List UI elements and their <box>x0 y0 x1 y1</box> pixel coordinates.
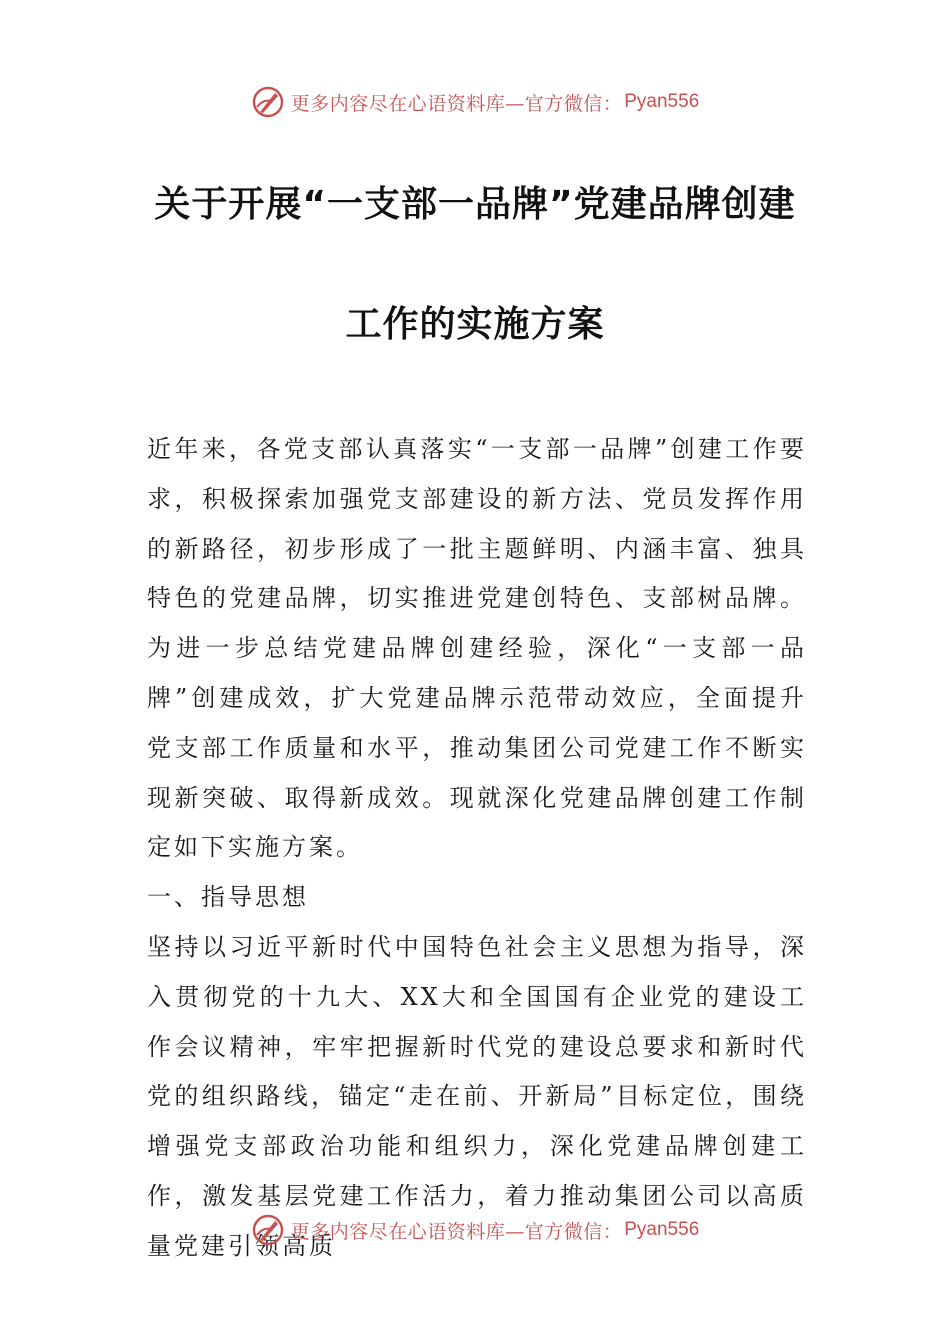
watermark-contact: Pyan556 <box>624 1219 700 1240</box>
document-title-line-1: 关于开展“一支部一品牌”党建品牌创建 <box>154 184 796 225</box>
watermark-contact: Pyan556 <box>624 91 700 112</box>
section-paragraph-guiding-ideology: 坚持以习近平新时代中国特色社会主义思想为指导，深入贯彻党的十九大、XX大和全国国有企业党的建设工作会议精神，牢牢把握新时代党的建设总要求和新时代党的组织路线，锚定“走在前、开新局”目标定位，围绕增强党支部政治功能和组织力，深化党建品牌创建工作，激发基层党建工作活力，着力推动集团公司以高质量党建引领高质 <box>147 932 807 1260</box>
watermark-text: 更多内容尽在心语资料库—官方微信： <box>290 1220 623 1243</box>
footer-watermark <box>0 1208 950 1252</box>
watermark-text: 更多内容尽在心语资料库—官方微信： <box>290 92 623 115</box>
document-body <box>147 425 807 1272</box>
intro-paragraph: 近年来，各党支部认真落实“一支部一品牌”创建工作要求，积极探索加强党支部建设的新方法、党员发挥作用的新路径，初步形成了一批主题鲜明、内涵丰富、独具特色的党建品牌，切实推进党建创特色、支部树品牌。为进一步总结党建品牌创建经验，深化“一支部一品牌”创建成效，扩大党建品牌示范带动效应，全面提升党支部工作质量和水平，推动集团公司党建工作不断实现新突破、取得新成效。现就深化党建品牌创建工作制定如下实施方案。 <box>147 435 807 862</box>
quill-logo-icon <box>251 85 285 119</box>
quill-logo-icon <box>251 1213 285 1247</box>
header-watermark <box>0 80 950 124</box>
section-heading-guiding-ideology: 一、指导思想 <box>147 883 309 912</box>
document-title-line-2: 工作的实施方案 <box>345 304 605 345</box>
